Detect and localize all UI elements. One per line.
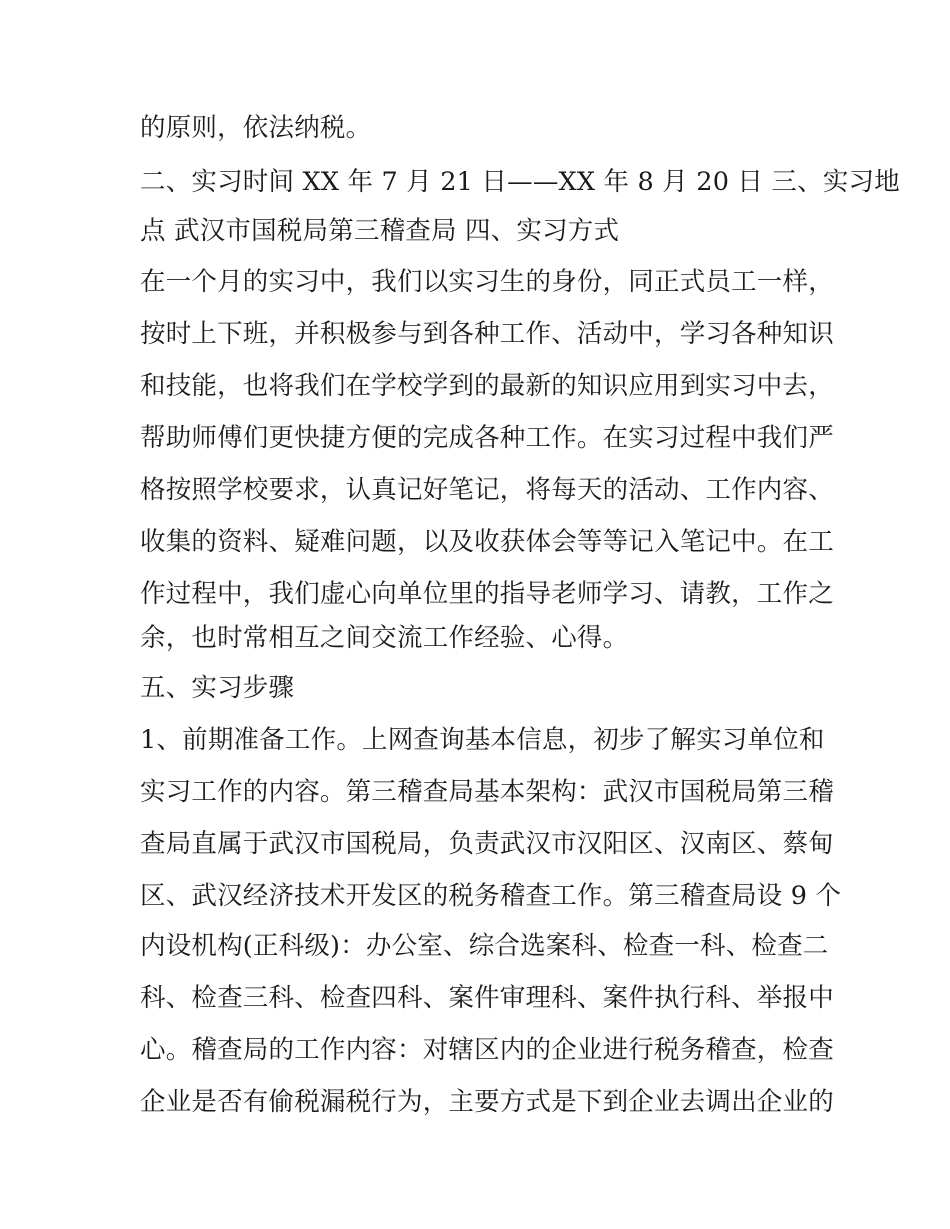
text-line: 二、实习时间 XX 年 7 月 21 日——XX 年 8 月 20 日 三、实习地 [140,167,900,197]
text-line: 内设机构(正科级)：办公室、综合选案科、检查一科、检查二 [140,931,829,961]
text-line: 科、检查三科、检查四科、案件审理科、案件执行科、举报中 [140,983,834,1013]
text-line: 帮助师傅们更快捷方便的完成各种工作。在实习过程中我们严 [140,423,834,453]
text-line: 的原则，依法纳税。 [140,113,372,143]
text-line: 1、前期准备工作。上网查询基本信息，初步了解实习单位和 [140,725,825,755]
text-line: 和技能，也将我们在学校学到的最新的知识应用到实习中去， [140,371,834,401]
text-line: 格按照学校要求，认真记好笔记，将每天的活动、工作内容、 [140,475,834,505]
text-line: 实习工作的内容。第三稽查局基本架构：武汉市国税局第三稽 [140,777,834,807]
text-line: 余，也时常相互之间交流工作经验、心得。 [140,623,629,653]
text-line: 作过程中，我们虚心向单位里的指导老师学习、请教，工作之 [140,579,834,609]
section-heading: 五、实习步骤 [140,673,295,703]
text-line: 在一个月的实习中，我们以实习生的身份，同正式员工一样， [140,267,834,297]
text-line: 区、武汉经济技术开发区的税务稽查工作。第三稽查局设 9 个 [140,881,842,911]
text-line: 按时上下班，并积极参与到各种工作、活动中，学习各种知识 [140,319,834,349]
text-line: 心。稽查局的工作内容：对辖区内的企业进行税务稽查，检查 [140,1035,834,1065]
text-line: 企业是否有偷税漏税行为，主要方式是下到企业去调出企业的 [140,1087,834,1117]
text-line: 点 武汉市国税局第三稽查局 四、实习方式 [140,216,620,246]
text-line: 收集的资料、疑难问题，以及收获体会等等记入笔记中。在工 [140,527,834,557]
text-line: 查局直属于武汉市国税局，负责武汉市汉阳区、汉南区、蔡甸 [140,829,834,859]
